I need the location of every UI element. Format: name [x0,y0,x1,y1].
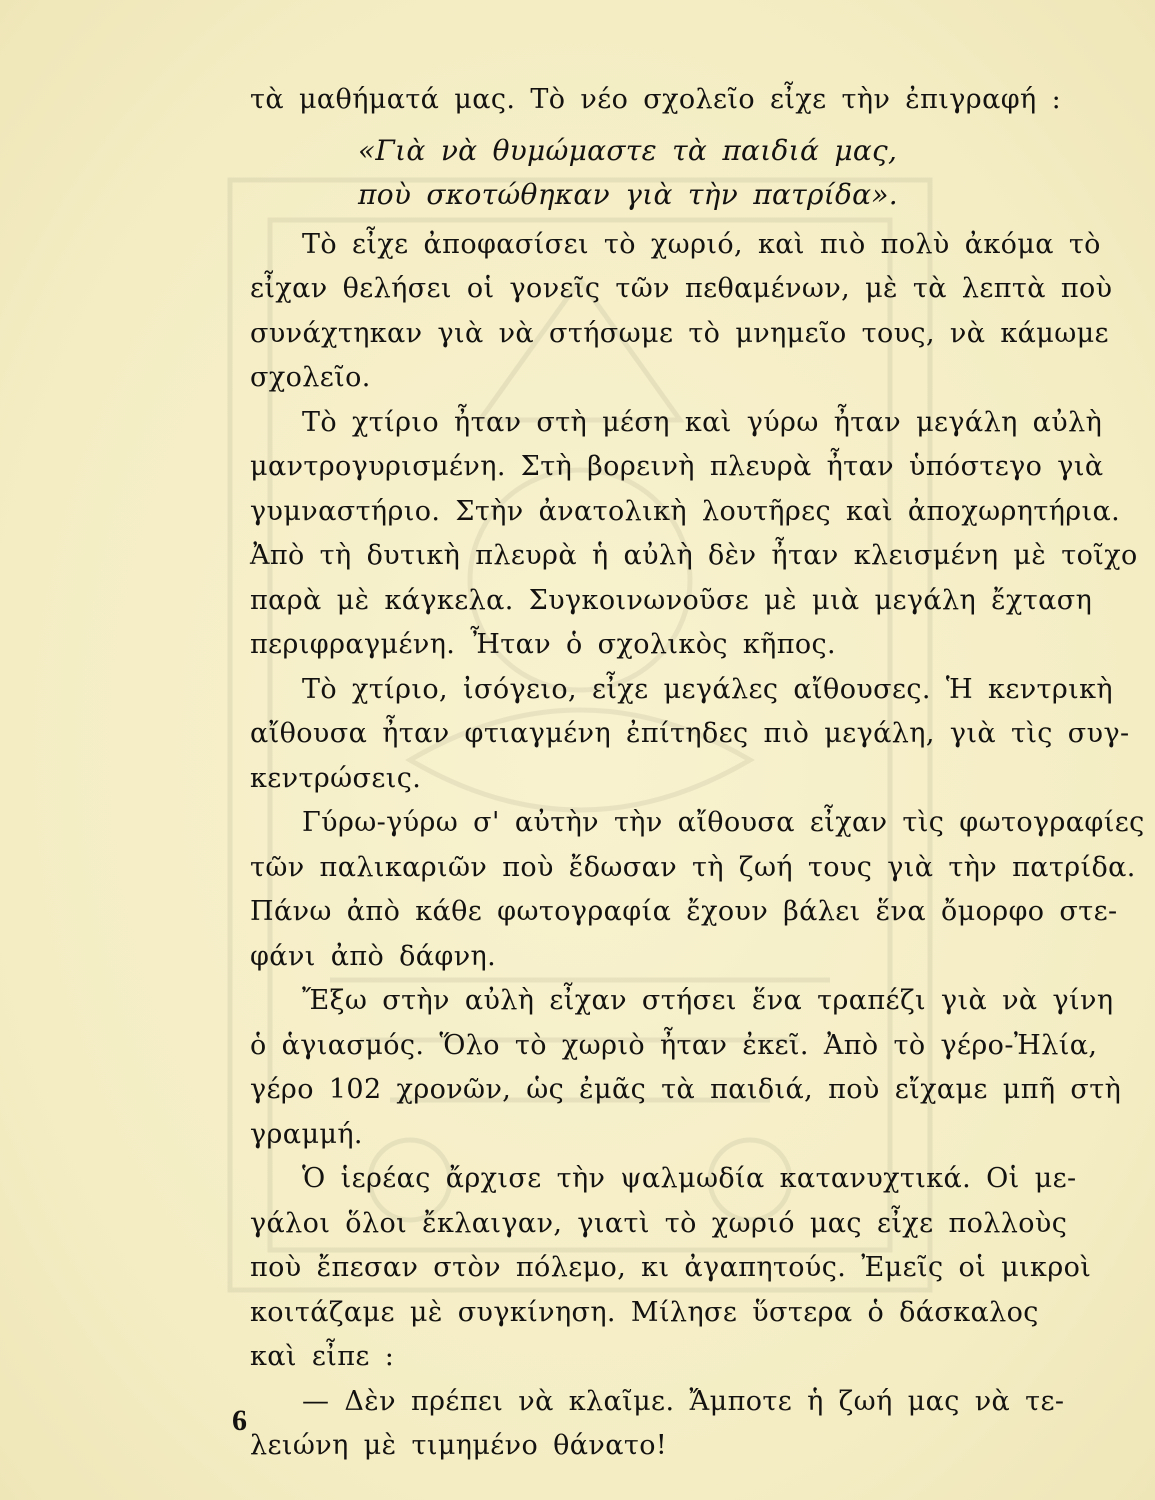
paragraph-line: γέρο 102 χρονῶν, ὡς ἐμᾶς τὰ παιδιά, ποὺ εἴχαμε μπῆ στὴ [250,1074,1122,1105]
paragraph-line: λειώνη μὲ τιμημένο θάνατο! [250,1430,668,1461]
body-text [250,78,1145,1469]
paragraph-line: κεντρώσεις. [250,762,422,794]
paragraph-line: τῶν παλικαριῶν ποὺ ἔδωσαν τὴ ζωή τους γιὰ τὴν πατρίδα. [250,851,1136,883]
inscription-line-1: «Γιὰ νὰ θυμώμαστε τὰ παιδιά μας, [358,133,898,167]
paragraph-line: γυμναστήριο. Στὴν ἀνατολικὴ λουτῆρες καὶ ἀποχωρητήρια. [250,495,1121,527]
paragraph-line: καὶ εἶπε : [250,1341,395,1372]
paragraph-line: ποὺ ἔπεσαν στὸν πόλεμο, κι ἀγαπητούς. Ἐμεῖς οἱ μικροὶ [250,1252,1092,1283]
paragraph-line: ὁ ἁγιασμός. Ὅλο τὸ χωριὸ ἦταν ἐκεῖ. Ἀπὸ τὸ γέρο-Ἠλία, [250,1029,1098,1061]
paragraph-line: Τὸ εἶχε ἀποφασίσει τὸ χωριό, καὶ πιὸ πολὺ ἀκόμα τὸ [302,228,1101,260]
paragraph-line: σχολεῖο. [250,362,371,393]
paragraph-line: — Δὲν πρέπει νὰ κλαῖμε. Ἄμποτε ἡ ζωή μας νὰ τε- [302,1385,1065,1417]
text-line: τὰ μαθήματά μας. Τὸ νέο σχολεῖο εἶχε τὴν ἐπιγραφή : [250,84,1062,115]
paragraph-line: Ὁ ἱερέας ἄρχισε τὴν ψαλμωδία κατανυχτικά. Οἱ με- [302,1163,1077,1194]
paragraph-line: παρὰ μὲ κάγκελα. Συγκοινωνοῦσε μὲ μιὰ μεγάλη ἔχταση [250,584,1093,616]
paragraph-line: Ἀπὸ τὴ δυτικὴ πλευρὰ ἡ αὐλὴ δὲν ἦταν κλεισμένη μὲ τοῖχο [250,540,1138,571]
paragraph-line: Γύρω-γύρω σ' αὐτὴν τὴν αἴθουσα εἶχαν τὶς φωτογραφίες [302,807,1145,838]
paragraph-line: Τὸ χτίριο, ἰσόγειο, εἶχε μεγάλες αἴθουσες. Ἡ κεντρικὴ [302,673,1113,705]
paragraph-line: συνάχτηκαν γιὰ νὰ στήσωμε τὸ μνημεῖο τους, νὰ κάμωμε [250,317,1109,349]
paragraph-line: εἶχαν θελήσει οἱ γονεῖς τῶν πεθαμένων, μὲ τὰ λεπτὰ ποὺ [250,273,1113,304]
paragraph-line: κοιτάζαμε μὲ συγκίνηση. Μίλησε ὕστερα ὁ δάσκαλος [250,1296,1039,1328]
paragraph-line: φάνι ἀπὸ δάφνη. [250,940,497,972]
paragraph-line: αἴθουσα ἦταν φτιαγμένη ἐπίτηδες πιὸ μεγάλη, γιὰ τὶς συγ- [250,718,1130,749]
paragraph-line: περιφραγμένη. Ἦταν ὁ σχολικὸς κῆπος. [250,629,837,660]
paragraph-line: Τὸ χτίριο ἦταν στὴ μέση καὶ γύρω ἦταν μεγάλη αὐλὴ [302,406,1103,438]
paragraph-line: Πάνω ἀπὸ κάθε φωτογραφία ἔχουν βάλει ἕνα ὄμορφο στε- [250,896,1118,927]
paragraph-line: γραμμή. [250,1118,363,1150]
inscription-line-2: ποὺ σκοτώθηκαν γιὰ τὴν πατρίδα». [358,177,899,211]
paragraph-line: μαντρογυρισμένη. Στὴ βορεινὴ πλευρὰ ἦταν ὑπόστεγο γιὰ [250,451,1104,482]
page-number: 6 [232,1404,247,1437]
paragraph-line: γάλοι ὅλοι ἔκλαιγαν, γιατὶ τὸ χωριό μας εἶχε πολλοὺς [250,1207,1068,1239]
paragraph-line: Ἔξω στὴν αὐλὴ εἶχαν στήσει ἕνα τραπέζι γιὰ νὰ γίνη [302,985,1114,1016]
